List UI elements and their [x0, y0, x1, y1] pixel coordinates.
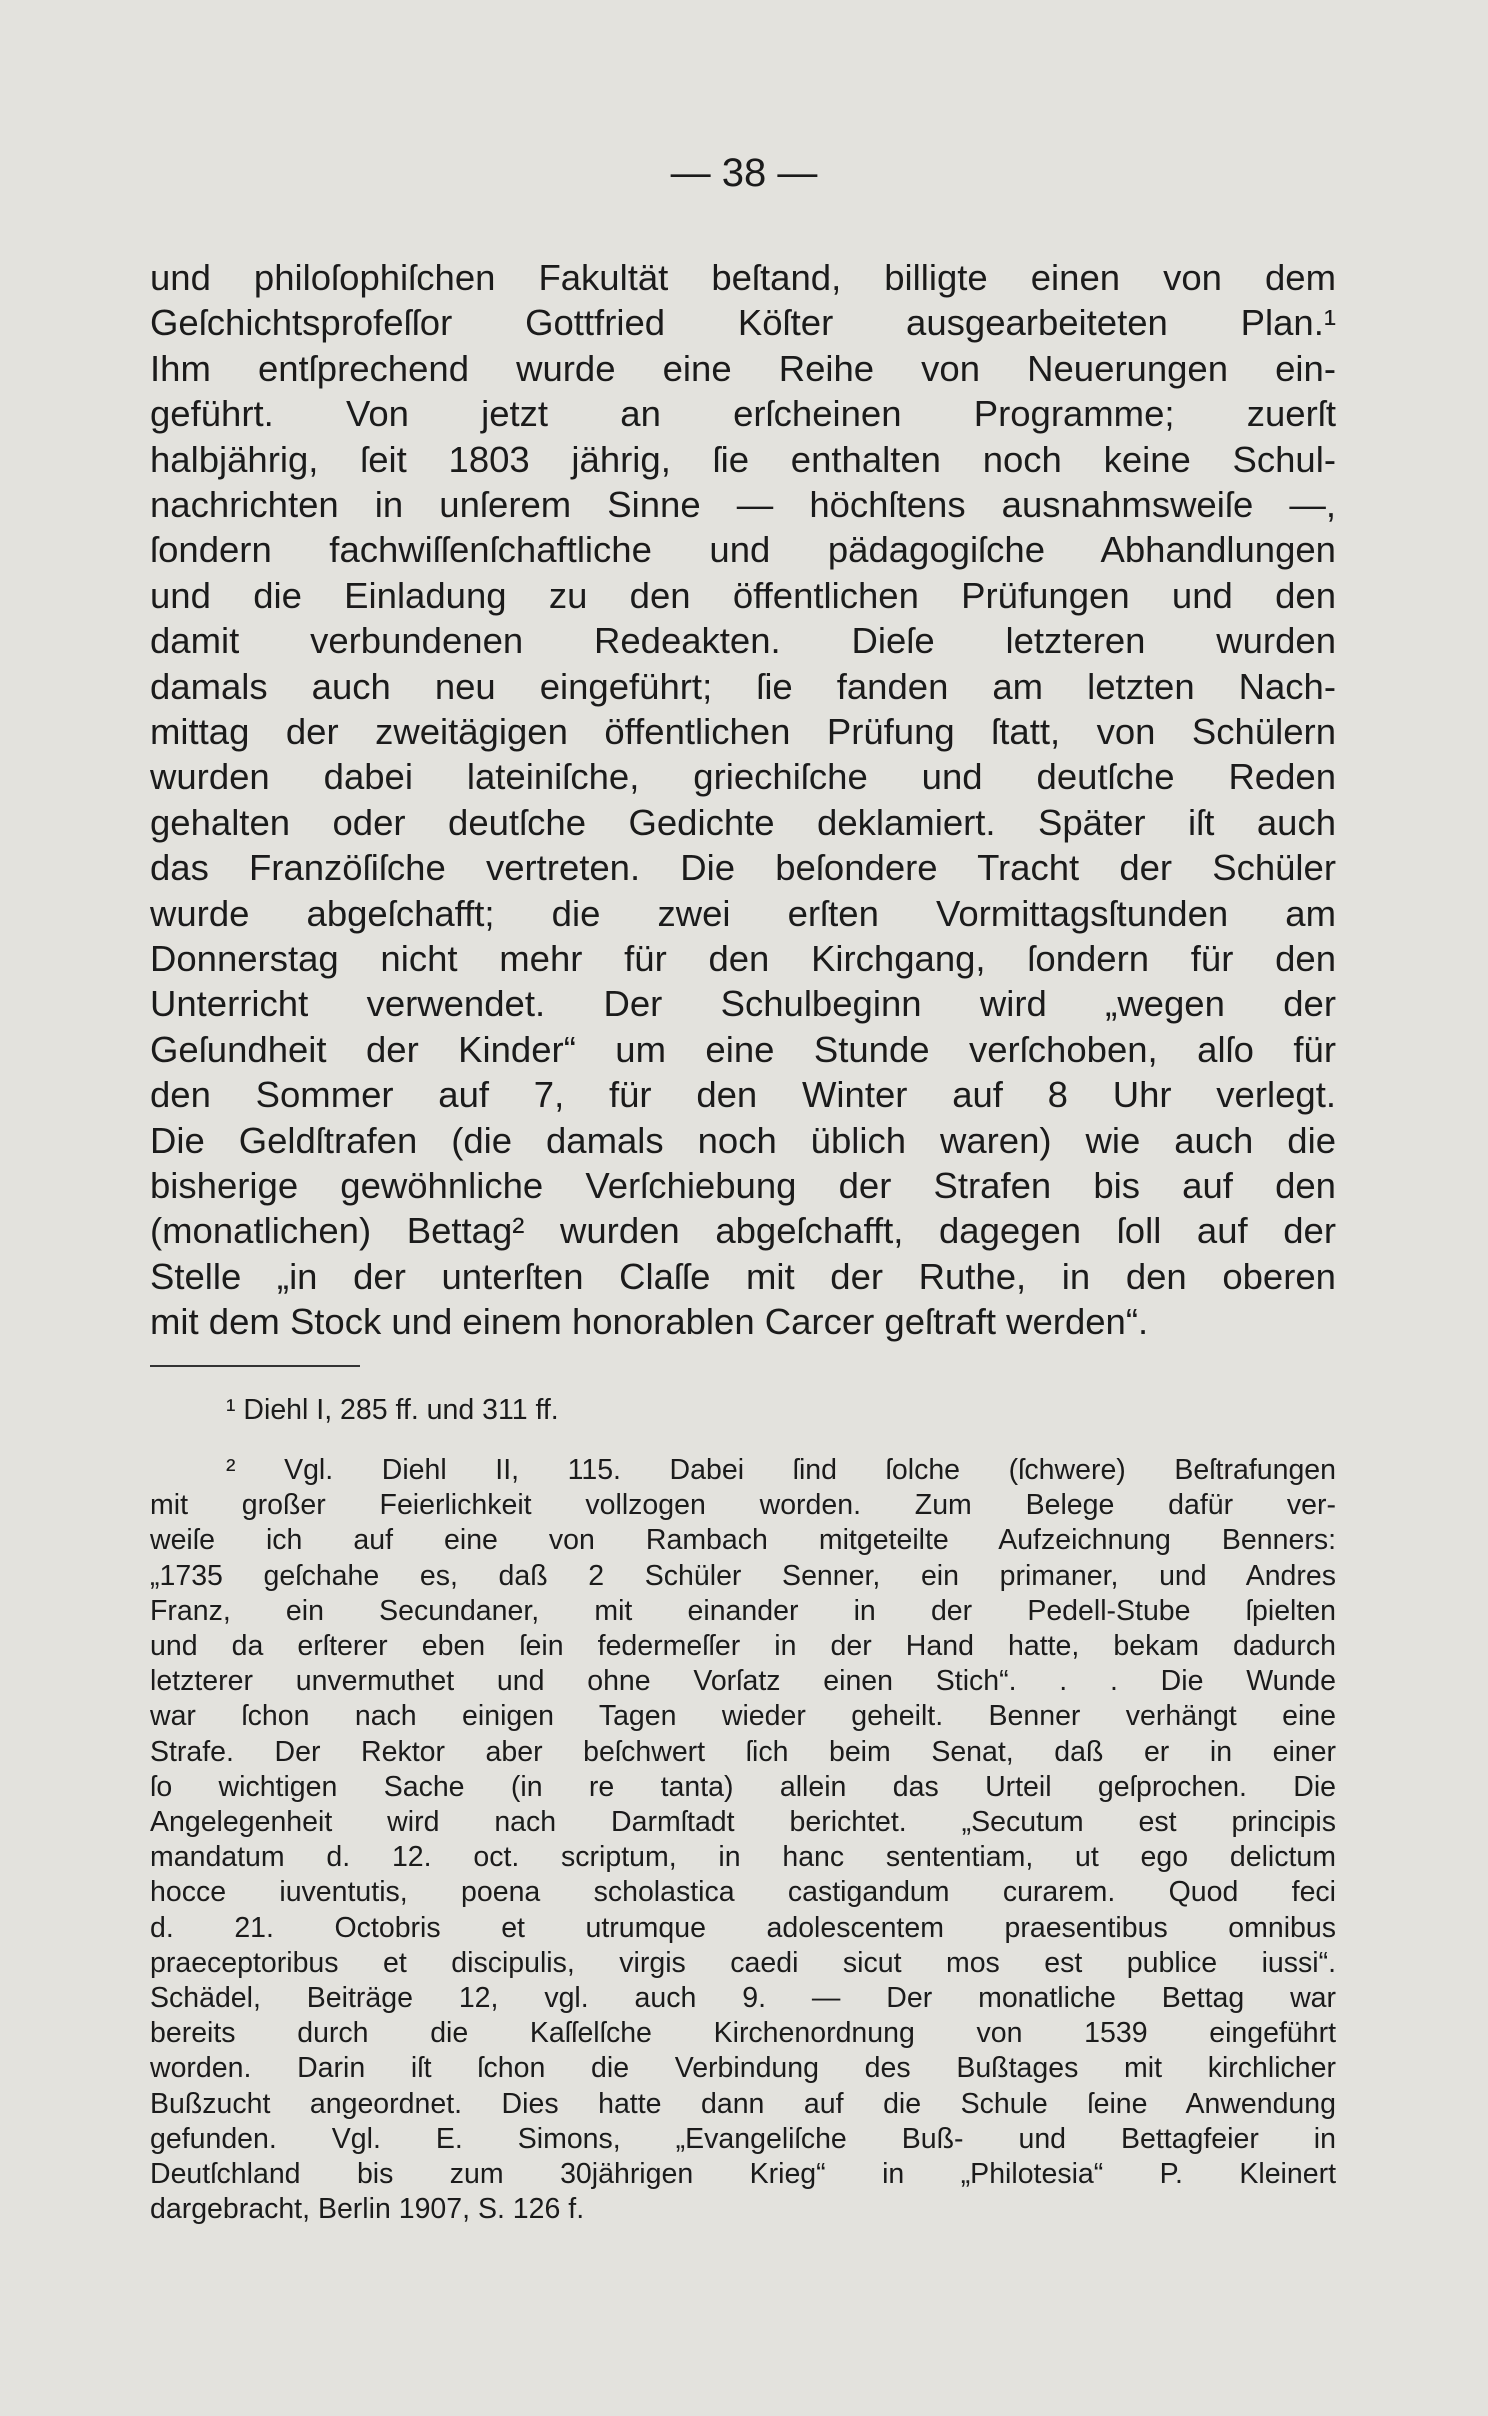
body-line: Die Geldſtrafen (die damals noch üblich waren) wie auch die [150, 1119, 1336, 1161]
body-line: geführt. Von jetzt an erſcheinen Programme; zuerſt [150, 393, 1336, 435]
footnote-2-line: mandatum d. 12. oct. scriptum, in hanc sententiam, ut ego delictum [150, 1841, 1336, 1874]
body-line: Unterricht verwendet. Der Schulbeginn wird „wegen der [150, 983, 1336, 1025]
body-line: bisherige gewöhnliche Verſchiebung der Strafen bis auf den [150, 1165, 1336, 1206]
body-line: das Franzöſiſche vertreten. Die beſondere Tracht der Schüler [150, 847, 1336, 889]
body-line: Geſchichtsprofeſſor Gottfried Köſter ausgearbeiteten Plan.¹ [150, 302, 1336, 344]
body-line: und die Einladung zu den öffentlichen Prüfungen und den [150, 574, 1336, 616]
body-line: den Sommer auf 7, für den Winter auf 8 Uhr verlegt. [150, 1074, 1336, 1116]
footnote-2-line: weiſe ich auf eine von Rambach mitgeteilte Aufzeichnung Benners: [150, 1524, 1336, 1557]
footnote-1: ¹ Diehl I, 285 ff. und 311 ff. [226, 1394, 559, 1426]
footnote-2-line: mit großer Feierlichkeit vollzogen worden. Zum Belege dafür ver- [150, 1489, 1336, 1522]
body-line: und philoſophiſchen Fakultät beſtand, billigte einen von dem [150, 257, 1336, 298]
footnote-2-line: bereits durch die Kaſſelſche Kirchenordnung von 1539 eingeführt [150, 2017, 1336, 2050]
body-line: damals auch neu eingeführt; ſie fanden am letzten Nach- [150, 665, 1336, 707]
footnote-2-line: d. 21. Octobris et utrumque adolescentem praesentibus omnibus [150, 1911, 1336, 1944]
footnote-2-line: dargebracht, Berlin 1907, S. 126 f. [150, 2193, 585, 2226]
footnote-2-line: „1735 geſchahe es, daß 2 Schüler Senner, ein primaner, und Andres [150, 1559, 1336, 1592]
body-line: Ihm entſprechend wurde eine Reihe von Neuerungen ein- [150, 347, 1336, 389]
footnote-separator [150, 1365, 360, 1367]
page-number: — 38 — [670, 151, 818, 195]
body-line: (monatlichen) Bettag² wurden abgeſchafft, dagegen ſoll auf der [150, 1210, 1336, 1252]
footnote-2-line: Schädel, Beiträge 12, vgl. auch 9. — Der monatliche Bettag war [150, 1982, 1336, 2014]
body-line: mittag der zweitägigen öffentlichen Prüfung ſtatt, von Schülern [150, 711, 1336, 752]
footnote-2-line: ſo wichtigen Sache (in re tanta) allein das Urteil geſprochen. Die [150, 1770, 1336, 1803]
footnote-2-line: ² Vgl. Diehl II, 115. Dabei ſind ſolche (ſchwere) Beſtrafungen [226, 1454, 1336, 1486]
footnote-2-line: Strafe. Der Rektor aber beſchwert ſich beim Senat, daß er in einer [150, 1735, 1336, 1768]
footnote-2-line: gefunden. Vgl. E. Simons, „Evangeliſche Buß- und Bettagfeier in [150, 2122, 1336, 2155]
footnote-2-line: letzterer unvermuthet und ohne Vorſatz einen Stich“. . . Die Wunde [150, 1665, 1336, 1698]
footnote-2-line: war ſchon nach einigen Tagen wieder geheilt. Benner verhängt eine [150, 1700, 1336, 1733]
body-line: wurde abgeſchafft; die zwei erſten Vormittagsſtunden am [150, 892, 1336, 934]
footnote-2-line: hocce iuventutis, poena scholastica castigandum curarem. Quod feci [150, 1876, 1336, 1909]
footnote-2-line: Franz, ein Secundaner, mit einander in der Pedell-Stube ſpielten [150, 1594, 1336, 1627]
body-line: ſondern fachwiſſenſchaftliche und pädagogiſche Abhandlungen [150, 529, 1336, 571]
body-line: halbjährig, ſeit 1803 jährig, ſie enthalten noch keine Schul- [150, 438, 1336, 480]
footnote-2-line: Bußzucht angeordnet. Dies hatte dann auf die Schule ſeine Anwendung [150, 2087, 1336, 2120]
body-line: mit dem Stock und einem honorablen Carcer geſtraft werden“. [150, 1301, 1149, 1343]
body-line: damit verbundenen Redeakten. Dieſe letzteren wurden [150, 620, 1336, 662]
body-line: Stelle „in der unterſten Claſſe mit der Ruthe, in den oberen [150, 1255, 1336, 1297]
footnote-2-line: Angelegenheit wird nach Darmſtadt berichtet. „Secutum est principis [150, 1806, 1336, 1838]
body-line: wurden dabei lateiniſche, griechiſche und deutſche Reden [150, 756, 1336, 798]
body-line: nachrichten in unſerem Sinne — höchſtens ausnahmsweiſe —, [150, 484, 1336, 525]
body-line: Geſundheit der Kinder“ um eine Stunde verſchoben, alſo für [150, 1028, 1336, 1070]
body-line: Donnerstag nicht mehr für den Kirchgang, ſondern für den [150, 938, 1336, 979]
footnote-2-line: und da erſterer eben ſein federmeſſer in der Hand hatte, bekam dadurch [150, 1630, 1336, 1662]
footnote-2-line: worden. Darin iſt ſchon die Verbindung des Bußtages mit kirchlicher [150, 2052, 1336, 2085]
footnote-2-line: Deutſchland bis zum 30jährigen Krieg“ in „Philotesia“ P. Kleinert [150, 2158, 1336, 2190]
body-line: gehalten oder deutſche Gedichte deklamiert. Später iſt auch [150, 801, 1336, 843]
footnote-2-line: praeceptoribus et discipulis, virgis caedi sicut mos est publice iussi“. [150, 1946, 1336, 1979]
